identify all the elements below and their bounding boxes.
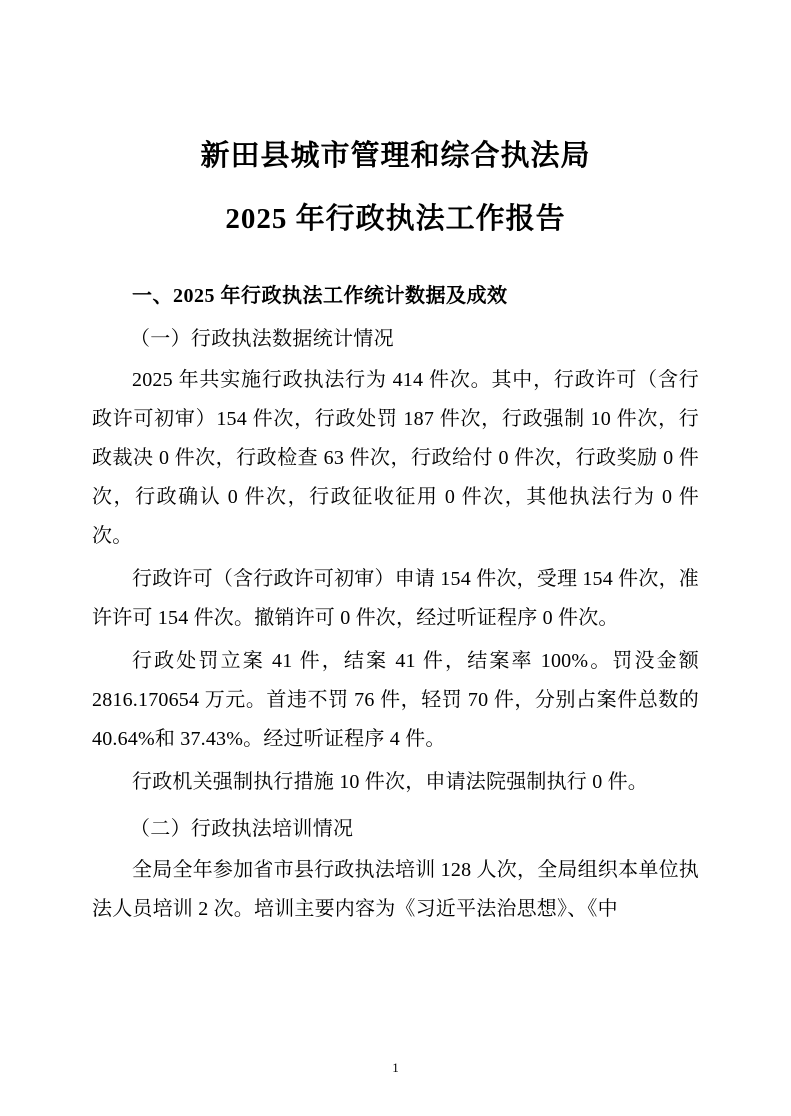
page-number: 1 (392, 1060, 399, 1075)
paragraph-1: 2025 年共实施行政执法行为 414 件次。其中，行政许可（含行政许可初审）154 件次，行政处罚 187 件次，行政强制 10 件次，行政裁决 0 件次，行政检查 63 件次，行政给付 0 件次，行政奖励 0 件次，行政确认 0 件次，行政征收征用 0 件次，其他执法行为 0 件次。 (92, 369, 699, 547)
subsection-heading-2: （二）行政执法培训情况 (130, 818, 354, 840)
paragraph-3: 行政处罚立案 41 件，结案 41 件，结案率 100%。罚没金额 2816.170654 万元。首违不罚 76 件，轻罚 70 件，分别占案件总数的 40.64%和 37.43%。经过听证程序 4 件。 (92, 650, 699, 750)
document-title-line-1: 新田县城市管理和综合执法局 (200, 140, 591, 172)
paragraph-2: 行政许可（含行政许可初审）申请 154 件次，受理 154 件次，准许许可 154 件次。撤销许可 0 件次，经过听证程序 0 件次。 (92, 568, 699, 629)
paragraph-4: 行政机关强制执行措施 10 件次，申请法院强制执行 0 件。 (132, 771, 648, 793)
section-heading-1: 一、2025 年行政执法工作统计数据及成效 (132, 285, 508, 307)
subsection-heading-1: （一）行政执法数据统计情况 (130, 328, 394, 350)
document-title-line-2: 2025 年行政执法工作报告 (225, 203, 566, 235)
paragraph-5: 全局全年参加省市县行政执法培训 128 人次，全局组织本单位执法人员培训 2 次。培训主要内容为《习近平法治思想》、《中 (92, 859, 699, 920)
